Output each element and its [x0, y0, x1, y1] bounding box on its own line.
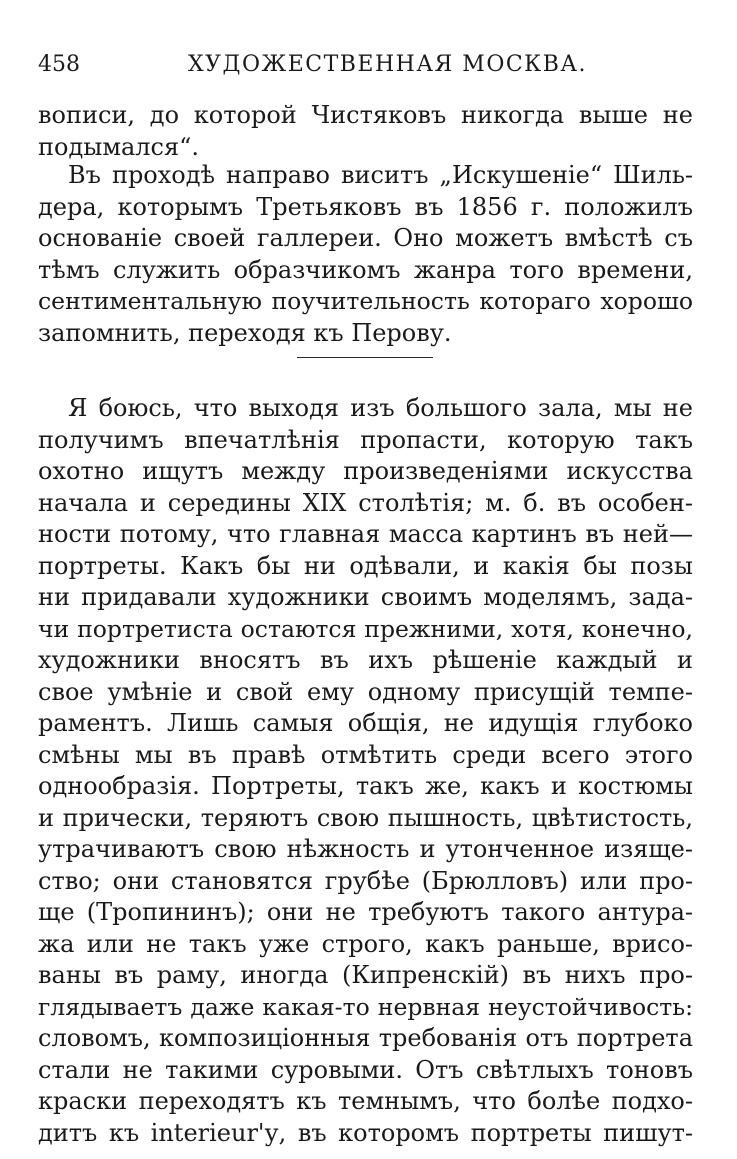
text-line: Я боюсь, что выходя изъ большого зала, мы не — [68, 394, 693, 422]
text-line: и прически, теряютъ свою пышность, цвѣтистость, — [38, 803, 693, 832]
text-line: портреты. Какъ бы ни одѣвали, и какія бы позы — [38, 551, 693, 580]
text-line: подымался“. — [38, 132, 200, 161]
text-line: смѣны мы въ правѣ отмѣтить среди всего этого — [38, 740, 693, 769]
text-line: тѣмъ служить образчикомъ жанра того времени, — [38, 255, 693, 284]
paragraph-continuation — [38, 100, 693, 163]
text-line: раментъ. Лишь самыя общія, не идущія глубоко — [38, 709, 693, 737]
section-separator — [297, 357, 433, 358]
text-line: утрачиваютъ свою нѣжность и утонченное изяще- — [38, 835, 693, 863]
text-line: вописи, до которой Чистяковъ никогда выше не — [38, 101, 693, 129]
text-line: краски переходятъ къ темнымъ, что болѣе подхо- — [38, 1087, 693, 1115]
text-line: словомъ, композиціонныя требованія отъ портрета — [38, 1024, 693, 1052]
text-line: жа или не такъ уже строго, какъ раньше, врисо- — [38, 929, 693, 958]
page-number: 458 — [38, 52, 80, 77]
text-line: Въ проходѣ направо виситъ „Искушеніе“ Шиль- — [68, 161, 693, 189]
text-line: ни придавали художники своимъ моделямъ, зада- — [38, 583, 693, 611]
paragraph-shilder — [38, 160, 693, 349]
running-header — [38, 50, 698, 84]
text-line: стали не такими суровыми. Отъ свѣтлыхъ тоновъ — [38, 1055, 693, 1084]
text-line: свое умѣніе и свой ему одному присущій темпе- — [38, 677, 693, 706]
text-line: начала и середины XIX столѣтія; м. б. въ особен- — [38, 488, 693, 517]
text-line: ще (Тропининъ); они не требуютъ такого антура- — [38, 898, 693, 926]
text-line: ство; они становятся грубѣе (Брюлловъ) или про- — [38, 866, 693, 895]
text-line: ваны въ раму, иногда (Кипренскій) въ нихъ про- — [38, 961, 693, 989]
text-line: основаніе своей галлереи. Оно можетъ вмѣстѣ съ — [38, 224, 693, 252]
text-line: ности потому, что главная масса картинъ въ ней— — [38, 520, 693, 548]
text-line: чи портретиста остаются прежними, хотя, конечно, — [38, 614, 693, 643]
text-line: получимъ впечатлѣнія пропасти, которую такъ — [38, 425, 693, 454]
text-line: дера, которымъ Третьяковъ въ 1856 г. положилъ — [38, 192, 693, 221]
text-line: глядываетъ даже какая-то нервная неустойчивость: — [38, 992, 693, 1021]
text-line: однообразія. Портреты, такъ же, какъ и костюмы — [38, 772, 693, 800]
text-line: сентиментальную поучительность котораго хорошо — [38, 287, 693, 315]
text-line: запомнить, переходя къ Перову. — [38, 318, 452, 347]
text-line: художники вносятъ въ ихъ рѣшеніе каждый и — [38, 646, 693, 674]
text-line: охотно ищутъ между произведеніями искусства — [38, 457, 693, 485]
paragraph-portraits — [38, 393, 693, 1149]
text-line: дитъ къ interieur'у, въ которомъ портреты пишут- — [38, 1118, 693, 1147]
running-title: ХУДОЖЕСТВЕННАЯ МОСКВА. — [188, 52, 588, 77]
